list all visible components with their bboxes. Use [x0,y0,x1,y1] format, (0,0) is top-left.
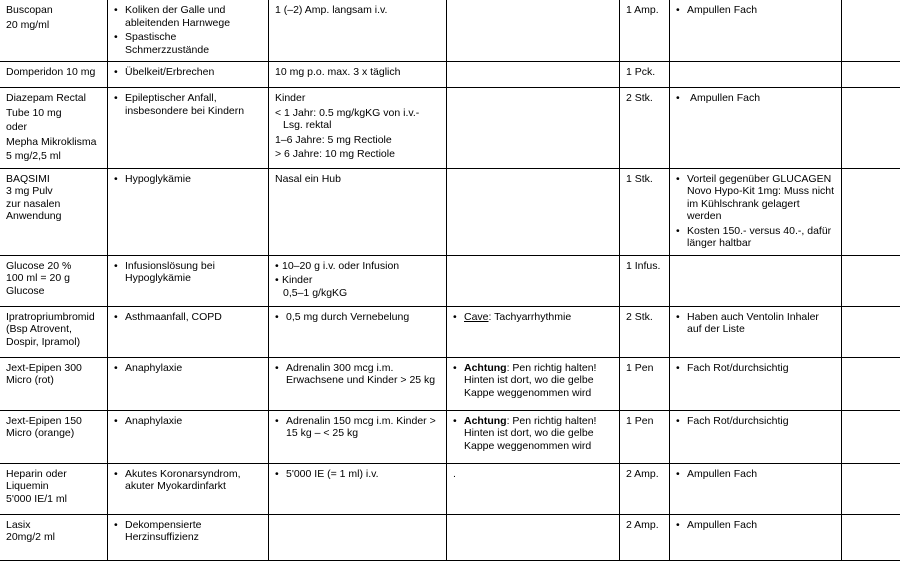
indication-item: • Asthmaanfall, COPD [114,311,262,324]
quantity-cell [620,62,670,88]
quantity-text: 1 Infus. [626,260,660,272]
empty-cell [842,255,900,306]
table-row [0,168,900,255]
drug-name: BAQSIMI [6,173,101,186]
drug-strength: 3 mg Pulv [6,185,101,198]
indication-cell [108,357,269,410]
empty-cell [842,357,900,410]
note-text: . [453,468,456,480]
remarks-cell [670,88,842,169]
remarks-cell [670,463,842,514]
indication-cell [108,306,269,357]
remark-item: • Kosten 150.- versus 40.-, dafür länger haltbar [676,225,835,250]
dosage-cell [269,168,447,255]
dosage-text: Kinder [275,92,440,105]
note-cell [447,0,620,62]
drug-name: Lasix [6,519,101,532]
remark-item: • Haben auch Ventolin Inhaler auf der Liste [676,311,835,336]
remarks-cell [670,306,842,357]
indication-item: • Akutes Koronarsyndrom, akuter Myokardinfarkt [114,468,262,493]
note-text: : Pen richtig halten! Hinten ist dort, wo die gelbe Kappe weggenommen wird [464,415,596,452]
indication-cell [108,168,269,255]
indication-cell [108,88,269,169]
quantity-text: 1 Pen [626,362,653,374]
dosage-cell [269,62,447,88]
remarks-cell [670,62,842,88]
drug-name: zur nasalen [6,198,101,211]
drug-name: Jext-Epipen 300 [6,362,101,375]
dosage-text: 10 mg p.o. max. 3 x täglich [275,66,440,79]
quantity-cell [620,410,670,463]
drug-name: Glucose 20 % [6,260,101,273]
quantity-text: 2 Stk. [626,92,653,104]
note-text: : Tachyarrhythmie [489,311,572,323]
quantity-text: 2 Amp. [626,468,659,480]
drug-name: Glucose [6,285,101,298]
drug-name-cell [0,88,108,169]
note-cell [447,62,620,88]
drug-name-cell [0,168,108,255]
drug-name-cell [0,0,108,62]
quantity-text: 1 Pck. [626,66,655,78]
dosage-text: 1–6 Jahre: 5 mg Rectiole [275,134,440,147]
note-cell [447,306,620,357]
dosage-item: • Kinder [275,274,440,287]
remark-item: • Fach Rot/durchsichtig [676,415,835,428]
drug-name: Heparin oder [6,468,101,481]
dosage-cell [269,463,447,514]
note-label: Achtung [464,362,507,374]
note-item [453,415,613,453]
quantity-cell [620,0,670,62]
remarks-cell [670,514,842,560]
note-cell [447,255,620,306]
table-row [0,463,900,514]
drug-name-cell [0,255,108,306]
drug-strength: 20mg/2 ml [6,531,101,544]
dosage-cell [269,410,447,463]
drug-strength: 5 mg/2,5 ml [6,150,101,163]
remark-item: • Ampullen Fach [676,92,835,105]
dosage-item: • 5'000 IE (= 1 ml) i.v. [275,468,440,481]
quantity-cell [620,357,670,410]
dosage-cell [269,306,447,357]
table-row [0,514,900,560]
drug-name: Jext-Epipen 150 [6,415,101,428]
indication-item: • Epileptischer Anfall, insbesondere bei Kindern [114,92,262,117]
drug-strength: 5'000 IE/1 ml [6,493,101,506]
indication-item: • Anaphylaxie [114,362,262,375]
remarks-cell [670,357,842,410]
indication-item: • Hypoglykämie [114,173,262,186]
drug-name: Buscopan [6,4,101,17]
dosage-cell [269,357,447,410]
note-cell [447,357,620,410]
empty-cell [842,168,900,255]
quantity-text: 1 Pen [626,415,653,427]
quantity-text: 2 Amp. [626,519,659,531]
drug-name-cell [0,357,108,410]
table-row [0,410,900,463]
indication-item: • Übelkeit/Erbrechen [114,66,262,79]
dosage-item: • 10–20 g i.v. oder Infusion [275,260,440,273]
indication-cell [108,0,269,62]
drug-name: oder [6,121,101,134]
remark-item: • Ampullen Fach [676,519,835,532]
dosage-cell [269,255,447,306]
empty-cell [842,0,900,62]
drug-name: Ipratropriumbromid [6,311,101,324]
dosage-item: • 0,5 mg durch Vernebelung [275,311,440,324]
note-item [453,311,613,324]
dosage-text: < 1 Jahr: 0.5 mg/kgKG von i.v.- [275,107,440,120]
note-cell [447,514,620,560]
quantity-cell [620,463,670,514]
drug-strength: 100 ml = 20 g [6,272,101,285]
remark-item: • Ampullen Fach [676,4,835,17]
remark-item: • Vorteil gegenüber GLUCAGEN Novo Hypo-Kit 1mg: Muss nicht im Kühlschrank gelagert werden [676,173,835,223]
note-cell [447,88,620,169]
quantity-cell [620,514,670,560]
note-cell [447,410,620,463]
remark-item: • Ampullen Fach [676,468,835,481]
empty-cell [842,62,900,88]
drug-name: Domperidon 10 mg [6,66,101,79]
empty-cell [842,88,900,169]
quantity-cell [620,306,670,357]
table-row [0,255,900,306]
table-row [0,88,900,169]
remark-item: • Fach Rot/durchsichtig [676,362,835,375]
drug-name-cell [0,306,108,357]
drug-name: Mepha Mikroklisma [6,136,101,149]
drug-strength: 20 mg/ml [6,19,101,32]
indication-cell [108,514,269,560]
drug-name: Micro (orange) [6,427,101,440]
note-label: Achtung [464,415,507,427]
drug-name: Tube 10 mg [6,107,101,120]
indication-cell [108,62,269,88]
note-text: : Pen richtig halten! Hinten ist dort, wo die gelbe Kappe weggenommen wird [464,362,596,399]
drug-name-cell [0,410,108,463]
empty-cell [842,514,900,560]
table-row [0,0,900,62]
quantity-cell [620,168,670,255]
indication-cell [108,255,269,306]
quantity-text: 2 Stk. [626,311,653,323]
quantity-text: 1 Amp. [626,4,659,16]
empty-cell [842,463,900,514]
indication-item: • Spastische Schmerzzustände [114,31,262,56]
note-item [453,362,613,400]
dosage-text: Nasal ein Hub [275,173,440,186]
quantity-text: 1 Stk. [626,173,653,185]
quantity-cell [620,88,670,169]
remarks-cell [670,168,842,255]
remarks-cell [670,255,842,306]
dosage-text: Lsg. rektal [275,119,440,132]
empty-cell [842,410,900,463]
indication-item: • Dekompensierte Herzinsuffizienz [114,519,262,544]
dosage-text: > 6 Jahre: 10 mg Rectiole [275,148,440,161]
indication-item: • Anaphylaxie [114,415,262,428]
drug-name: Liquemin [6,480,101,493]
drug-name: Micro (rot) [6,374,101,387]
note-cell [447,463,620,514]
indication-cell [108,463,269,514]
remarks-cell [670,410,842,463]
dosage-text: 0,5–1 g/kgKG [275,287,440,300]
remarks-cell [670,0,842,62]
quantity-cell [620,255,670,306]
dosage-item: • Adrenalin 300 mcg i.m. Erwachsene und Kinder > 25 kg [275,362,440,387]
table-row [0,62,900,88]
drug-name-cell [0,463,108,514]
drug-name: (Bsp Atrovent, [6,323,101,336]
note-cell [447,168,620,255]
table-row [0,306,900,357]
drug-name: Diazepam Rectal [6,92,101,105]
drug-name-cell [0,62,108,88]
dosage-text: 1 (–2) Amp. langsam i.v. [275,4,440,17]
indication-item: • Infusionslösung bei Hypoglykämie [114,260,262,285]
drug-name-cell [0,514,108,560]
drug-name: Dospir, Ipramol) [6,336,101,349]
dosage-cell [269,514,447,560]
table-row [0,357,900,410]
note-label: Cave [464,311,489,323]
drug-name: Anwendung [6,210,101,223]
indication-item: • Koliken der Galle und ableitenden Harnwege [114,4,262,29]
dosage-cell [269,0,447,62]
empty-cell [842,306,900,357]
indication-cell [108,410,269,463]
dosage-cell [269,88,447,169]
dosage-item: • Adrenalin 150 mcg i.m. Kinder > 15 kg – < 25 kg [275,415,440,440]
